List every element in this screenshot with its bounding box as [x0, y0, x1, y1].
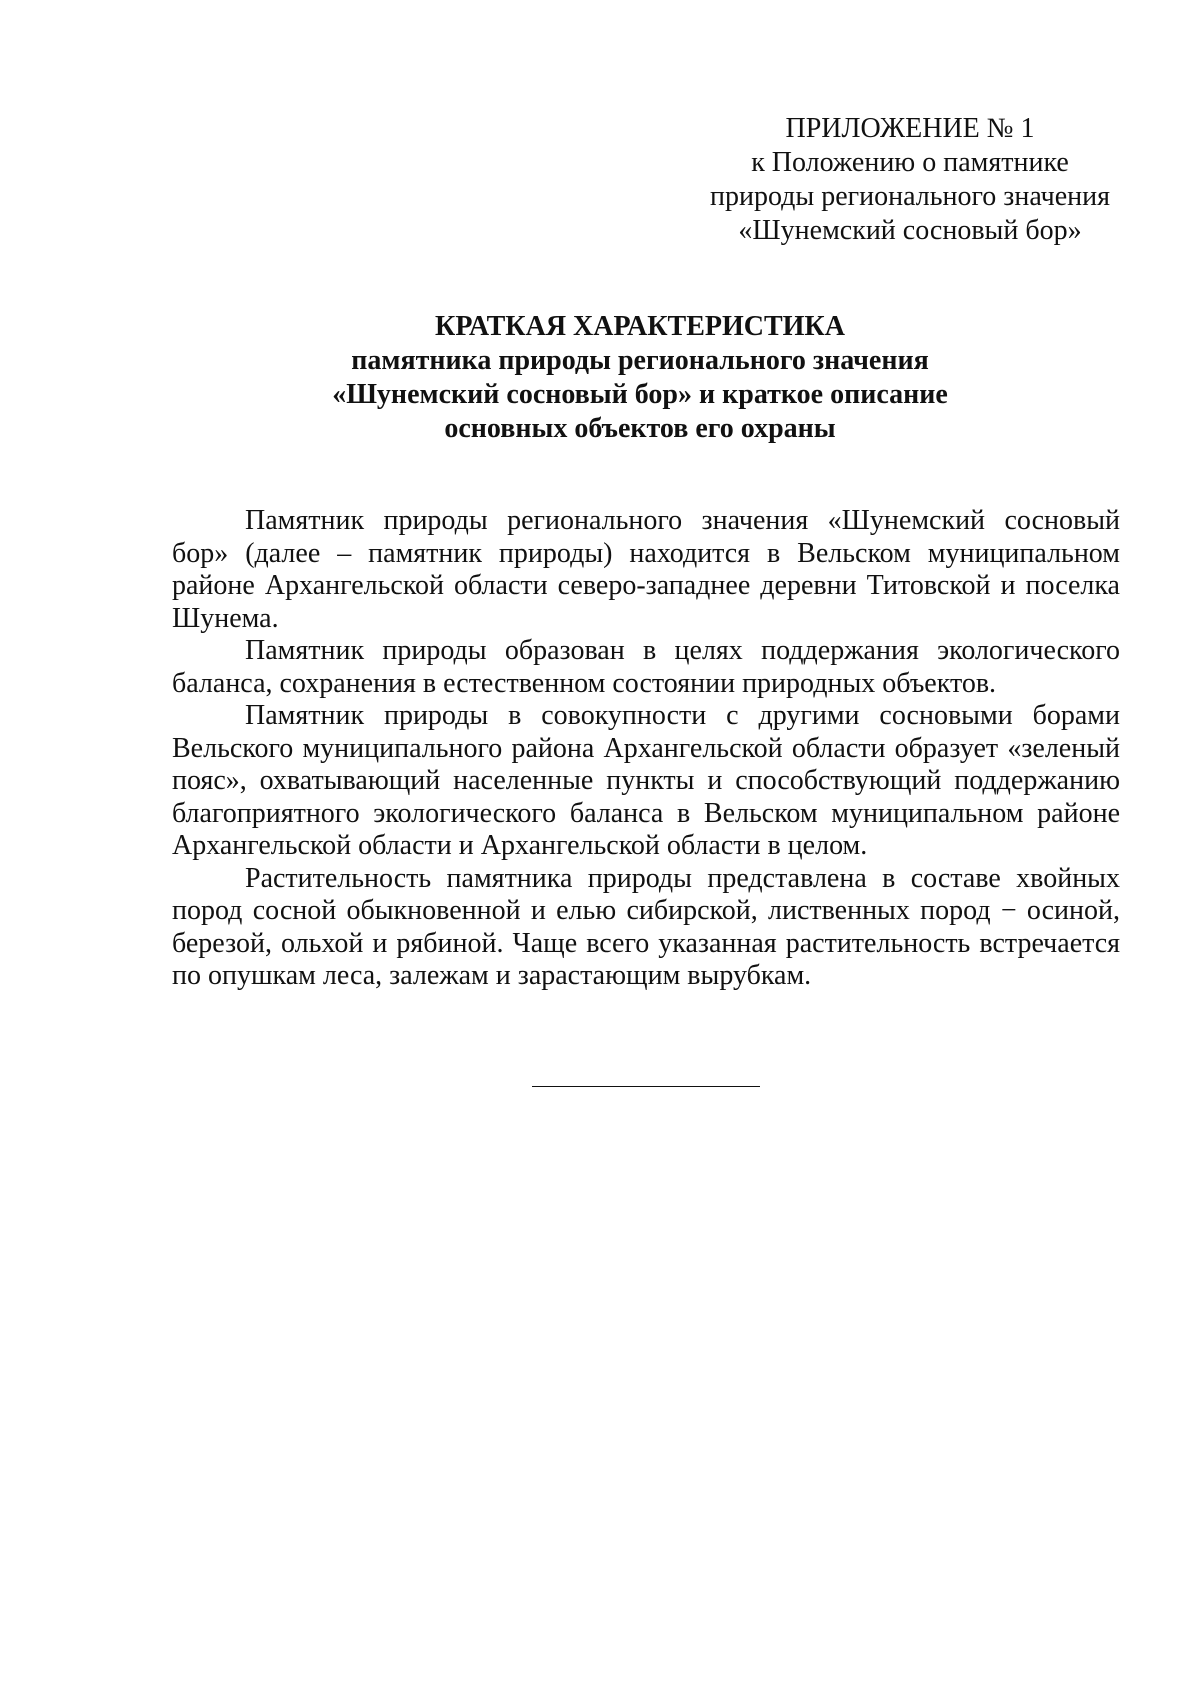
document-title [170, 310, 1110, 446]
body-paragraph: Памятник природы регионального значения «Шунемский сосновый бор» (далее – памятник природы) находится в Вельском муниципальном районе Архангельской области северо-западнее деревни Титовской и поселка Шунема. [172, 505, 1120, 634]
body-paragraph: Памятник природы в совокупности с другими сосновыми борами Вельского муниципального района Архангельской области образует «зеленый пояс», охватывающий населенные пункты и способствующий поддержанию благоприятного экологического баланса в Вельском муниципальном районе Архангельской области и Архангельской области в целом. [172, 700, 1120, 861]
appendix-number: ПРИЛОЖЕНИЕ № 1 [785, 113, 1035, 144]
appendix-reference: к Положению о памятнике [751, 147, 1069, 178]
appendix-header [690, 112, 1130, 248]
document-body [172, 505, 1120, 993]
appendix-reference: «Шунемский сосновый бор» [738, 215, 1082, 246]
title-line: основных объектов его охраны [444, 413, 836, 444]
appendix-reference: природы регионального значения [710, 181, 1110, 212]
title-line: КРАТКАЯ ХАРАКТЕРИСТИКА [435, 311, 845, 342]
title-line: памятника природы регионального значения [351, 345, 929, 376]
body-paragraph: Растительность памятника природы представлена в составе хвойных пород сосной обыкновенной и елью сибирской, лиственных пород − осиной, березой, ольхой и рябиной. Чаще всего указанная растительность встречается по опушкам леса, залежам и зарастающим вырубкам. [172, 862, 1120, 991]
title-line: «Шунемский сосновый бор» и краткое описание [332, 379, 948, 410]
end-separator-line [532, 1086, 760, 1087]
body-paragraph: Памятник природы образован в целях поддержания экологического баланса, сохранения в естественном состоянии природных объектов. [172, 635, 1120, 699]
